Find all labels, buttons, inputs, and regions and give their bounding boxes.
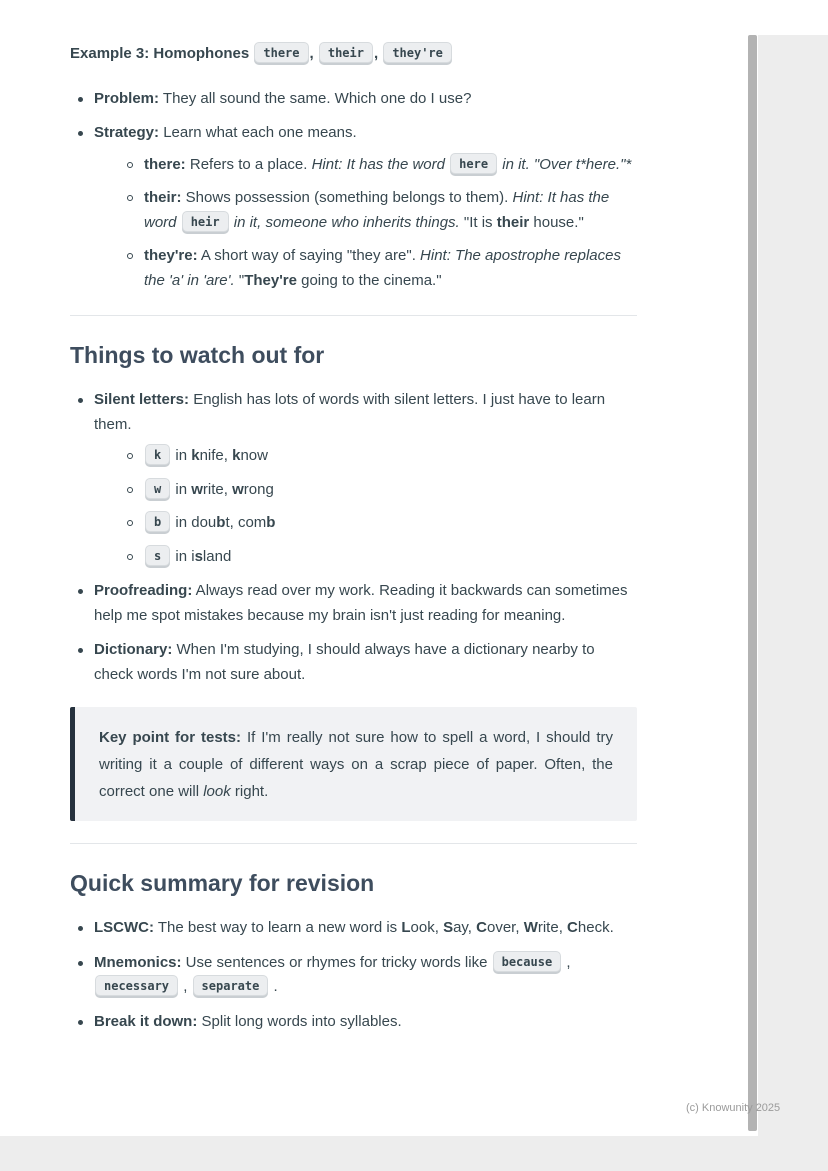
section-heading-quick-summary: Quick summary for revision <box>70 870 375 896</box>
code-chip: b <box>145 511 170 532</box>
list-item-text: s in island <box>144 548 231 565</box>
list-item-their <box>120 186 637 235</box>
strategy-sublist <box>120 153 637 294</box>
bullet-icon <box>78 398 83 403</box>
list-item-silent-k <box>120 444 637 469</box>
watch-out-list <box>70 388 637 687</box>
list-item-silent-s <box>120 545 637 570</box>
list-item-text: Strategy: Learn what each one means. <box>94 124 357 141</box>
list-item-text: Silent letters: English has lots of words with silent letters. I just have to learn them. <box>94 391 606 433</box>
list-item-text: k in knife, know <box>144 447 268 464</box>
circle-bullet-icon <box>127 162 133 168</box>
bullet-icon <box>78 1020 83 1025</box>
circle-bullet-icon <box>127 453 133 459</box>
list-item-text: LSCWC: The best way to learn a new word is Look, Say, Cover, Write, Check. <box>94 919 614 936</box>
bullet-icon <box>78 961 83 966</box>
list-item-text: Problem: They all sound the same. Which one do I use? <box>94 89 472 107</box>
list-item-lscwc <box>70 916 637 941</box>
bullet-icon <box>78 648 83 653</box>
watermark: (c) Knowunity 2025 <box>686 1102 781 1114</box>
code-chip: there <box>254 42 308 63</box>
list-item-text: b in doubt, comb <box>144 514 275 531</box>
code-chip: their <box>319 42 373 63</box>
list-item-strategy <box>70 121 637 293</box>
circle-bullet-icon <box>127 520 133 526</box>
list-item-break-it-down <box>70 1010 637 1035</box>
code-chip: because <box>493 951 562 972</box>
list-item-text: there: Refers to a place. Hint: It has the word here in it. "Over t*here."* <box>144 156 631 173</box>
code-chip: separate <box>193 975 269 996</box>
document-content <box>70 42 637 1044</box>
code-chip: necessary <box>95 975 178 996</box>
divider <box>70 315 637 316</box>
list-item-text: Proofreading: Always read over my work. Reading it backwards can sometimes help me spot mistakes because my brain isn't just reading for meaning. <box>94 582 628 624</box>
list-item-dictionary <box>70 638 637 687</box>
list-item-there <box>120 153 637 178</box>
scrollbar-thumb[interactable] <box>748 35 757 1131</box>
callout-text: Key point for tests: If I'm really not sure how to spell a word, I should try writing it a couple of different ways on a scrap piece of paper. Often, the correct one will look right. <box>99 729 613 800</box>
callout-key-point <box>70 707 637 821</box>
bullet-icon <box>78 589 83 594</box>
code-chip: w <box>145 478 170 499</box>
code-chip: k <box>145 444 170 465</box>
list-item-silent-w <box>120 478 637 503</box>
summary-list <box>70 916 637 1034</box>
code-chip: heir <box>182 211 229 232</box>
viewer-corner <box>758 0 828 35</box>
list-item-silent-b <box>120 511 637 536</box>
list-item-silent-letters <box>70 388 637 569</box>
section-heading-watch-out: Things to watch out for <box>70 342 325 368</box>
bullet-icon <box>78 131 83 136</box>
silent-letters-sublist <box>120 444 637 569</box>
circle-bullet-icon <box>127 195 133 201</box>
circle-bullet-icon <box>127 487 133 493</box>
bullet-icon <box>78 926 83 931</box>
code-chip: they're <box>383 42 452 63</box>
circle-bullet-icon <box>127 253 133 259</box>
code-chip: s <box>145 545 170 566</box>
list-item-text: Dictionary: When I'm studying, I should always have a dictionary nearby to check words I'm not sure about. <box>94 641 595 683</box>
example3-list <box>70 87 637 294</box>
list-item-theyre <box>120 244 637 293</box>
code-chip: here <box>450 153 497 174</box>
list-item-text: they're: A short way of saying "they are". Hint: The apostrophe replaces the 'a' in 'are'. "They're going to the cinema." <box>144 247 621 289</box>
list-item-text: Break it down: Split long words into syllables. <box>94 1012 402 1030</box>
list-item-proofreading <box>70 579 637 628</box>
list-item-text: w in write, wrong <box>144 481 274 498</box>
list-item-mnemonics <box>70 951 637 1000</box>
list-item-problem <box>70 87 637 112</box>
divider <box>70 843 637 844</box>
list-item-text: Mnemonics: Use sentences or rhymes for tricky words like because , necessary , separate . <box>94 954 571 996</box>
list-item-text: their: Shows possession (something belongs to them). Hint: It has the word heir in it, someone who inherits things. "It is their house." <box>144 189 610 231</box>
example3-title: Example 3: Homophones there , their , they're <box>70 42 637 67</box>
circle-bullet-icon <box>127 554 133 560</box>
bullet-icon <box>78 97 83 102</box>
